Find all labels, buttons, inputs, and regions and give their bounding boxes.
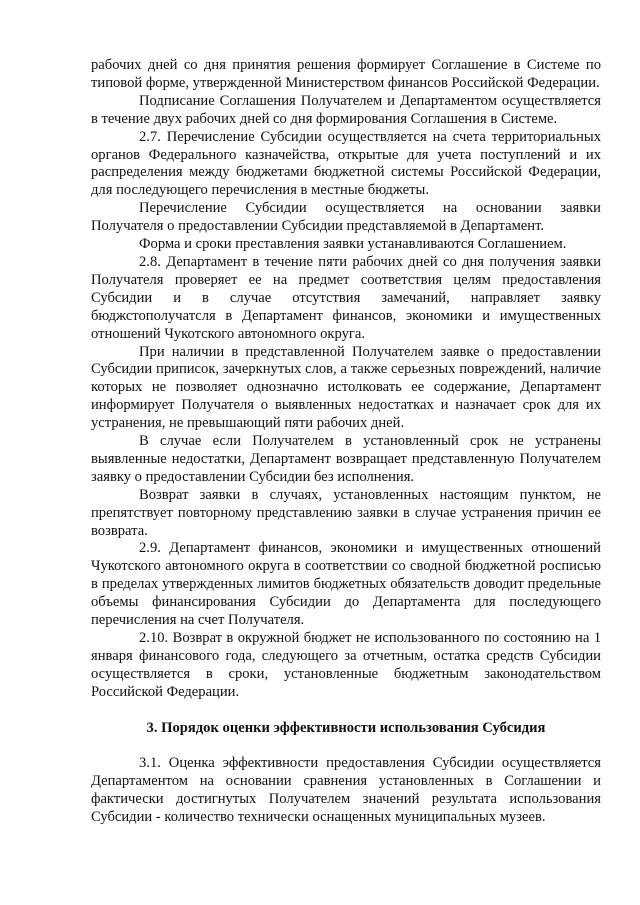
paragraph-2-9: 2.9. Департамент финансов, экономики и имущественных отношений Чукотского автономного округа в соответствии со сводной бюджетной росписью в пределах утвержденных лимитов бюджетных обязательств доводит предельные объемы финансирования Субсидии до Департамента для последующего перечисления на счет Получателя.	[91, 540, 601, 629]
paragraph-application-return: В случае если Получателем в установленный срок не устранены выявленные недостатки, Департамент возвращает представленную Получателем заявку о предоставлении Субсидии без исполнения.	[91, 433, 601, 485]
paragraph-agreement-formation: рабочих дней со дня принятия решения формирует Соглашение в Системе по типовой форме, утвержденной Министерством финансов Российской Федерации.	[91, 57, 601, 91]
paragraph-2-8: 2.8. Департамент в течение пяти рабочих дней со дня получения заявки Получателя проверяет ее на предмет соответствия целям предоставления Субсидии и в случае отсутствия замечаний, направляет заявку бюджстополучатсля в Департамент финансов, экономики и имущественных отношений Чукотского автономного округа.	[91, 253, 601, 342]
spacer	[91, 702, 601, 720]
paragraph-transfer-basis: Перечисление Субсидии осуществляется на основании заявки Получателя о предоставлении Субсидии представляемой в Департамент.	[91, 200, 601, 235]
paragraph-application-form: Форма и сроки преставления заявки устанавливаются Соглашением.	[139, 236, 567, 253]
paragraph-resubmission: Возврат заявки в случаях, установленных настоящим пунктом, не препятствует повторному представлению заявки в случае устранения причин ее возврата.	[91, 486, 601, 539]
paragraph-2-7: 2.7. Перечисление Субсидии осуществляется на счета территориальных органов Федерального казначейства, открытые для учета поступлений и их распределения между бюджетами бюджетной системы Российской Федерации, для последующего перечисления в местные бюджеты.	[91, 128, 601, 199]
spacer	[91, 737, 601, 755]
paragraph-application-defects: При наличии в представленной Получателем заявке о предоставлении Субсидии приписок, зачеркнутых слов, а также серьезных повреждений, наличие которых не позволяет однозначно истолковать ее содержание, Департамент информирует Получателя о выявленных недостатках и назначает срок для их устранения, не превышающий пяти рабочих дней.	[91, 343, 601, 432]
section-heading: 3. Порядок оценки эффективности использования Субсидия	[146, 719, 546, 736]
paragraph-2-10: 2.10. Возврат в окружной бюджет не использованного по состоянию на 1 января финансового года, следующего за отчетным, остатка средств Субсидии осуществляется в сроки, установленные бюджетным законодательством Российской Федерации.	[91, 630, 601, 700]
document-page	[91, 57, 601, 827]
paragraph-3-1: 3.1. Оценка эффективности предоставления Субсидии осуществляется Департаментом на основании сравнения установленных в Соглашении и фактически достигнутых Получателем значений результата использования Субсидии - количество технически оснащенных муниципальных музеев.	[91, 755, 601, 826]
paragraph-agreement-signing: Подписание Соглашения Получателем и Департаментом осуществляется в течение двух рабочих дней со дня формирования Соглашения в Системе.	[91, 92, 601, 127]
